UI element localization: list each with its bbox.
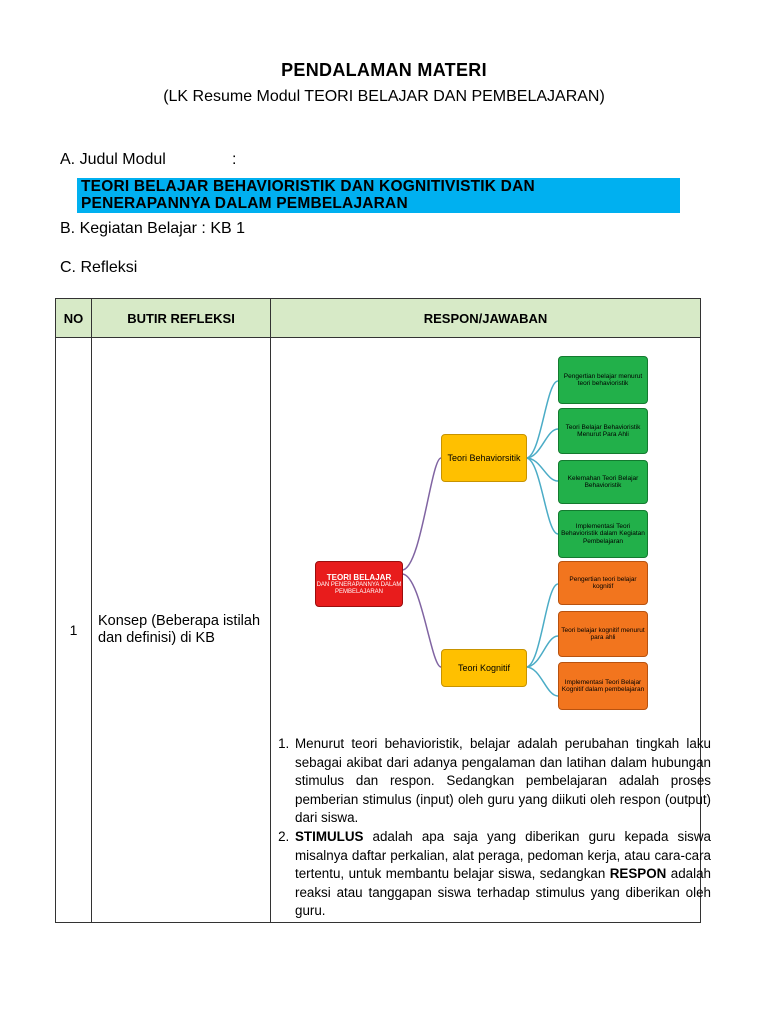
- connector-behavior-leaf-4: [526, 458, 558, 534]
- answer-stimulus-definition: adalah apa saja yang diberikan guru kepada siswa misalnya daftar perkalian, alat peraga, pedoman kerja, atau cara-cara tertentu, untuk membantu belajar siswa, sedangkan: [295, 828, 711, 882]
- header-no: NO: [56, 299, 92, 338]
- refleksi-label: C. Refleksi: [60, 259, 138, 276]
- answer-respon-term: RESPON: [609, 866, 667, 882]
- behavior-leaf-pengertian: Pengertian belajar menurut teori behavioristik: [558, 356, 648, 404]
- row-butir-refleksi: Konsep (Beberapa istilah dan definisi) di KB: [92, 338, 271, 923]
- branch-kognitif: Teori Kognitif: [441, 649, 527, 687]
- answer-respon-definition: adalah reaksi atau tanggapan siswa terhadap stimulus yang diberikan oleh guru.: [295, 866, 711, 919]
- root-node-line1: TEORI BELAJAR: [326, 572, 392, 582]
- connector-root-behavior: [402, 458, 441, 570]
- root-connectors: [402, 458, 441, 667]
- header-respon-jawaban: RESPON/JAWABAN: [271, 299, 701, 338]
- answer-list: [275, 735, 711, 921]
- answer-item-1: [293, 735, 711, 828]
- answer-item-2: [293, 828, 711, 921]
- module-title-line1: TEORI BELAJAR BEHAVIORISTIK DAN KOGNITIVISTIK DAN: [81, 178, 535, 195]
- row-respon-jawaban: [271, 338, 711, 923]
- table-header-row: [56, 299, 701, 338]
- reflection-table: [55, 298, 711, 923]
- connector-root-kognitif: [402, 574, 441, 667]
- judul-modul-colon: :: [232, 151, 237, 168]
- kognitif-leaf-implementasi: Implementasi Teori Belajar Kognitif dalam pembelajaran: [558, 662, 648, 710]
- connector-kognitif-leaf-2: [526, 636, 558, 667]
- branch-behavioristik: Teori Behaviorsitik: [441, 434, 527, 482]
- document-title: PENDALAMAN MATERI: [281, 60, 487, 80]
- answer-stimulus-term: STIMULUS: [295, 828, 364, 844]
- header-butir-refleksi: BUTIR REFLEKSI: [92, 299, 271, 338]
- mindmap-root-node: [315, 561, 403, 607]
- table-row: [56, 338, 701, 923]
- row-number: 1: [56, 338, 92, 923]
- behavior-leaf-kelemahan: Kelemahan Teori Belajar Behavioristik: [558, 460, 648, 504]
- connector-kognitif-leaf-3: [526, 667, 558, 696]
- document-subtitle: (LK Resume Modul TEORI BELAJAR DAN PEMBELAJARAN): [163, 88, 605, 105]
- answer-item-1-text: Menurut teori behavioristik, belajar adalah perubahan tingkah laku sebagai akibat dari adanya pengalaman dan latihan dalam hubungan stimulus dan respon. Sedangkan pembelajaran adalah proses pemberian stimulus (input) oleh guru yang diikuti oleh respon (output) dari siswa.: [295, 736, 711, 826]
- module-title-banner: [77, 178, 680, 213]
- kognitif-leaf-para-ahli: Teori belajar kognitif menurut para ahli: [558, 611, 648, 657]
- behavior-leaf-para-ahli: Teori Belajar Behavioristik Menurut Para Ahli: [558, 408, 648, 454]
- kegiatan-belajar-label: B. Kegiatan Belajar : KB 1: [60, 220, 245, 237]
- module-title-line2: PENERAPANNYA DALAM PEMBELAJARAN: [81, 195, 408, 212]
- kognitif-leaf-pengertian: Pengertian teori belajar kognitif: [558, 561, 648, 605]
- connector-behavior-leaf-2: [526, 429, 558, 458]
- root-node-line2: DAN PENERAPANNYA DALAM PEMBELAJARAN: [316, 581, 402, 595]
- behavior-leaf-implementasi: Implementasi Teori Behavioristik dalam Kegiatan Pembelajaran: [558, 510, 648, 558]
- leaf-connectors: [526, 381, 558, 696]
- judul-modul-label: A. Judul Modul: [60, 151, 166, 168]
